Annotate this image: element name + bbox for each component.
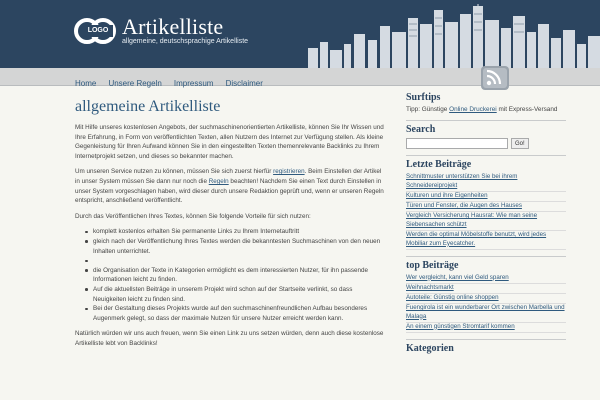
nav-link-disclaimer[interactable]: Disclaimer [225, 79, 263, 88]
latest-posts-widget [406, 155, 566, 249]
nav-link-regeln[interactable]: Unsere Regeln [108, 79, 162, 88]
search-title: Search [406, 120, 566, 135]
list-item [406, 202, 566, 212]
search-button[interactable]: Go! [511, 138, 529, 149]
list-item [406, 274, 566, 284]
list-item [406, 212, 566, 231]
categories-widget [406, 339, 566, 354]
surftips-widget [406, 92, 566, 114]
main-content [75, 98, 385, 354]
top-post-link[interactable]: Wer vergleicht, kann viel Geld sparen [406, 273, 509, 281]
search-widget [406, 120, 566, 149]
online-druckerei-link[interactable]: Online Druckerei [449, 106, 497, 113]
latest-post-link[interactable]: Vergleich Versicherung Hausrat: Wie man seine Siebensachen schützt [406, 212, 538, 228]
nav-item-regeln[interactable] [108, 71, 161, 90]
latest-post-link[interactable]: Türen und Fenster, die Augen des Hauses [406, 202, 522, 210]
surftips-text-b: mit Express-Versand [496, 106, 558, 113]
latest-post-link[interactable]: Schnittmuster unterstützen Sie bei ihrem Schneidereiprojekt [406, 173, 518, 189]
site-title[interactable]: Artikelliste [122, 14, 224, 39]
rules-link[interactable]: Regeln [208, 177, 229, 185]
logo-text: LOGO [83, 25, 113, 37]
logo[interactable] [74, 18, 118, 44]
list-item: komplett kostenlos erhalten Sie permanente Links zu Ihrem Internetauftritt [85, 227, 385, 237]
latest-posts-title: Letzte Beiträge [406, 155, 566, 170]
surftips-title: Surftips [406, 92, 441, 103]
register-paragraph [75, 167, 385, 205]
list-item [406, 231, 566, 250]
list-item: gleich nach der Veröffentlichung Ihres Textes werden die bekanntesten Suchmaschinen von den neuen Inhalten unterrichtet. [85, 237, 385, 256]
list-item: Auf die aktuellsten Beiträge in unserem Projekt wird schon auf der Startseite verlinkt, so dass Neuigkeiten leicht zu finden sind. [85, 285, 385, 304]
top-post-link[interactable]: Fuengirola ist ein wunderbarer Ort zwischen Marbella und Malaga [406, 303, 565, 320]
list-item-empty [85, 256, 385, 266]
top-posts-list [406, 274, 566, 333]
top-post-link[interactable]: An einem günstigen Stromtarif kommen [406, 322, 515, 330]
sidebar [406, 92, 566, 360]
search-input[interactable] [406, 138, 508, 149]
top-post-link[interactable]: Weihnachtsmarkt [406, 283, 454, 291]
register-text-b: . Beim Einstellen der Artikel in unser System müssen Sie dann nur noch die [75, 168, 382, 185]
city-skyline-image [300, 4, 600, 68]
latest-post-link[interactable]: Kulturen und ihre Eigenheiten [406, 192, 488, 200]
rss-feed-icon[interactable] [478, 64, 512, 92]
nav-item-disclaimer[interactable] [226, 71, 263, 90]
list-item [406, 173, 566, 192]
benefits-intro: Durch das Veröffentlichen Ihres Textes, können Sie folgende Vorteile für sich nutzen: [75, 212, 311, 220]
surftips-text-a: Tipp: Günstige [406, 106, 450, 113]
top-post-link[interactable]: Autoteile: Günstig online shoppen [406, 293, 499, 301]
categories-title: Kategorien [406, 339, 566, 354]
benefits-list [75, 227, 385, 323]
list-item [406, 304, 566, 323]
list-item [406, 192, 566, 202]
register-text-a: Um unseren Service nutzen zu können, müssen Sie sich zuerst hierfür [75, 168, 274, 176]
list-item: Bei der Gestaltung dieses Projekts wurde auf den suchmaschinenfreundlichen Aufbau besonderes Augenmerk gelegt, so dass der maximale Nutzen für unsere Nutzer erreicht werden kann. [85, 304, 385, 323]
surftips-text [406, 106, 566, 114]
top-posts-widget [406, 256, 566, 333]
register-text-c: beachten! Nachdem Sie einen Text durch Einstellen in unser System vorgeschlagen haben, wird dieser durch unsere Redaktion geprüft und, wenn er unseren Regeln entspricht, anschließend veröffentlicht. [75, 177, 384, 205]
top-posts-title: top Beiträge [406, 256, 566, 271]
nav-item-impressum[interactable] [174, 71, 214, 90]
register-link[interactable]: registrieren [273, 168, 305, 176]
nav-link-impressum[interactable]: Impressum [173, 79, 214, 88]
backlink-paragraph: Natürlich würden wir uns auch freuen, wenn Sie einen Link zu uns setzen würden, denn auch diese kostenlose Artikelliste lebt von Backlinks! [75, 330, 384, 347]
latest-post-link[interactable]: Werden die optimal Möbelstoffe benutzt, wird jedes Mobiliar zum Eyecatcher. [406, 230, 547, 247]
list-item [406, 323, 566, 333]
site-header [0, 0, 600, 68]
page-title: allgemeine Artikelliste [75, 98, 221, 115]
list-item: die Organisation der Texte in Kategorien ermöglicht es dem interessierten Nutzer, für ihn passende Informationen leicht zu finden. [85, 266, 385, 285]
latest-posts-list [406, 173, 566, 249]
list-item [406, 294, 566, 304]
site-tagline: allgemeine, deutschsprachige Artikelliste [122, 38, 249, 45]
intro-paragraph: Mit Hilfe unseres kostenlosen Angebots, der suchmaschinenorientierten Artikelliste, können Sie Ihr Wissen und Ihre Erfahrung, in Form von veröffentlichten Texten, allen Nutzern des Internet zur Verfügung stellen. Als kleine Gegenleistung für Ihren Aufwand können Sie in den eingestellten Texten themenrelevante Backlinks zu Ihrem Internetprojekt setzen, und dieses so bekannter machen. [75, 124, 384, 160]
search-row [406, 138, 566, 149]
nav-item-home[interactable] [75, 71, 96, 90]
nav-link-home[interactable]: Home [75, 79, 97, 88]
list-item [406, 284, 566, 294]
